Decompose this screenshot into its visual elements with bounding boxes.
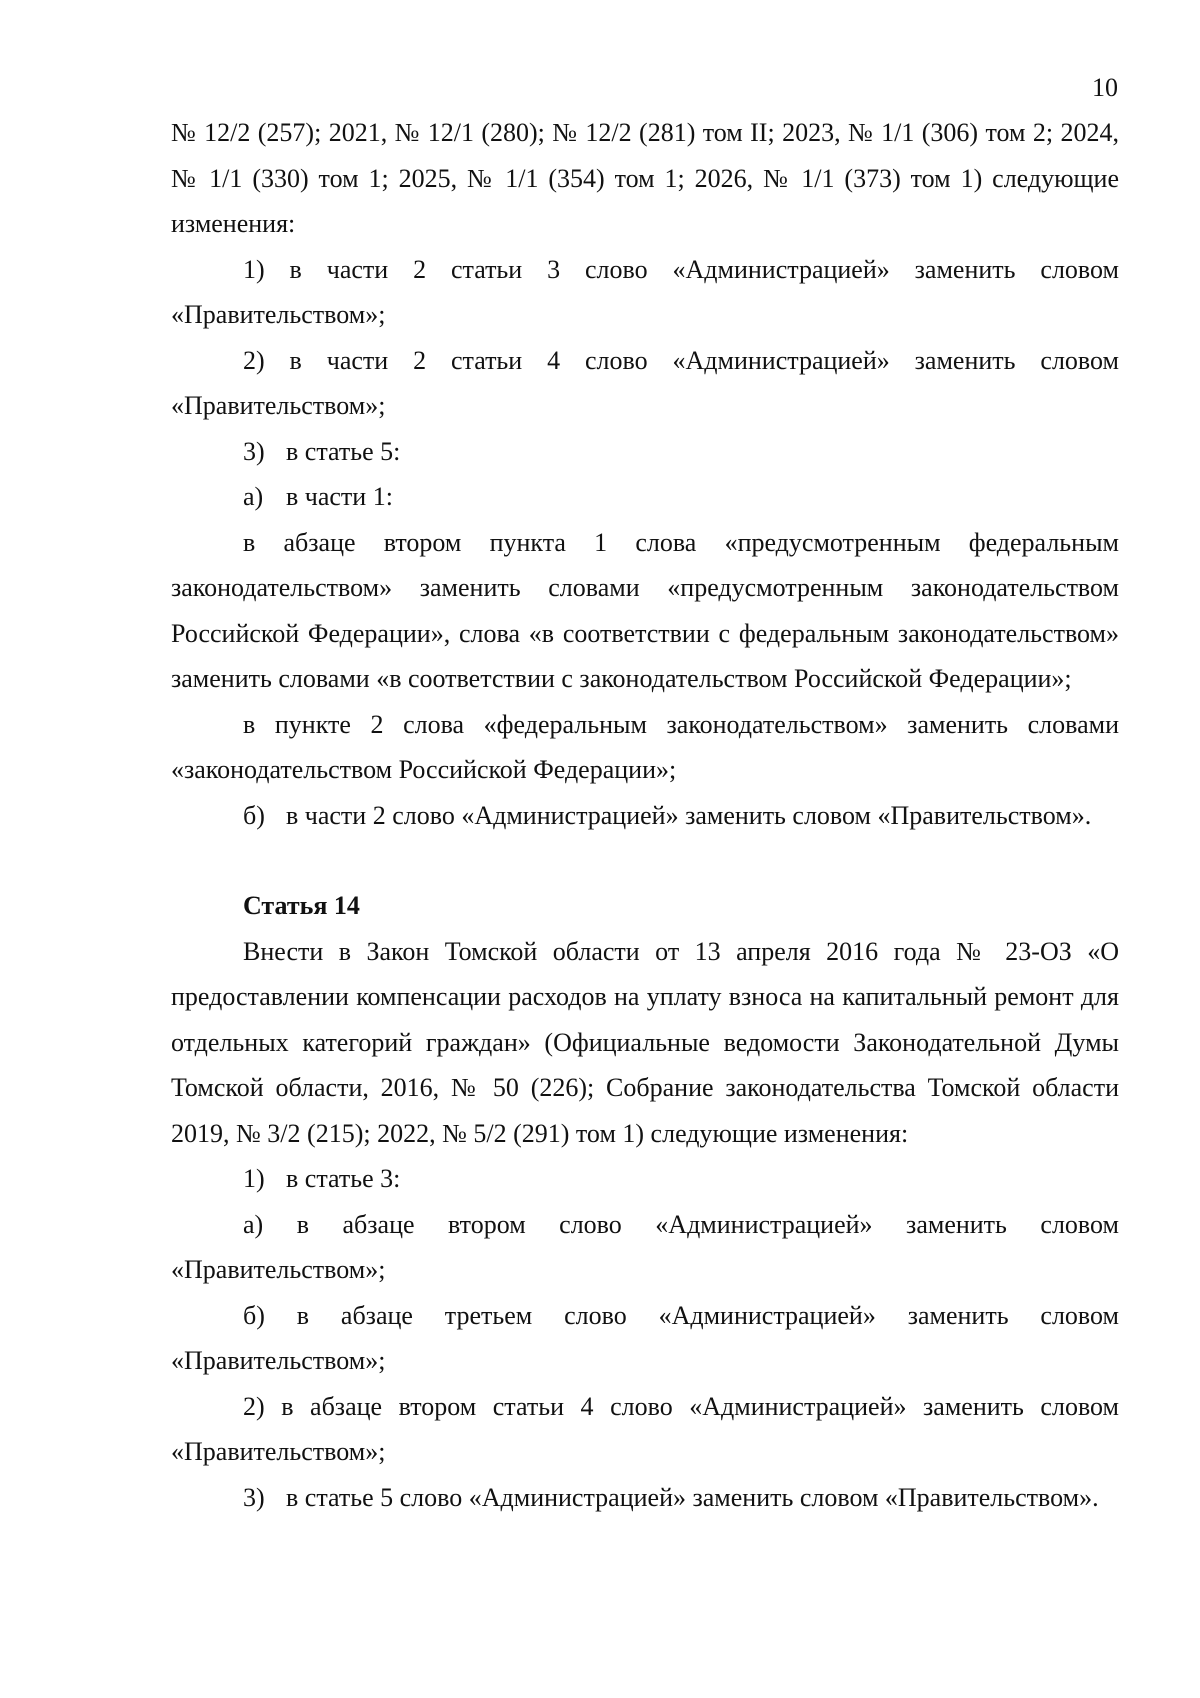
paragraph-abzac-vtorom: в абзаце втором пункта 1 слова «предусмотренным федеральным законодательством» заменить словами «предусмотренным законодательством Российской Федерации», слова «в соответствии с федеральным законодательством» заменить словами «в соответствии с законодательством Российской Федерации»; bbox=[171, 527, 1119, 693]
amendment-item-1: 1) в части 2 статьи 3 слово «Администрацией» заменить словом «Правительством»; bbox=[171, 254, 1119, 329]
item-text: в статье 3: bbox=[286, 1164, 401, 1193]
paragraph-punkt-2: в пункте 2 слова «федеральным законодательством» заменить словами «законодательством Российской Федерации»; bbox=[171, 709, 1119, 784]
article-14-item-3 bbox=[171, 1475, 1119, 1521]
document-body bbox=[171, 110, 1119, 1520]
item-label: 1) bbox=[243, 1164, 265, 1193]
subitem-a bbox=[171, 474, 1119, 520]
article-14-subitem-a: а) в абзаце втором слово «Администрацией» заменить словом «Правительством»; bbox=[171, 1209, 1119, 1284]
item-text: в статье 5 слово «Администрацией» заменить словом «Правительством». bbox=[286, 1482, 1099, 1512]
item-text: в статье 5: bbox=[286, 436, 401, 466]
item-text: в части 1: bbox=[286, 482, 393, 511]
item-label: 3) bbox=[243, 1482, 265, 1512]
article-14-item-1 bbox=[171, 1156, 1119, 1202]
article-14-intro: Внести в Закон Томской области от 13 апреля 2016 года № 23-ОЗ «О предоставлении компенсации расходов на уплату взноса на капитальный ремонт для отдельных категорий граждан» (Официальные ведомости Законодательной Думы Томской области, 2016, № 50 (226); Собрание законодательства Томской области 2019, № 3/2 (215); 2022, № 5/2 (291) том 1) следующие изменения: bbox=[171, 936, 1119, 1148]
amendment-item-3 bbox=[171, 429, 1119, 475]
article-14-subitem-b: б) в абзаце третьем слово «Администрацией» заменить словом «Правительством»; bbox=[171, 1300, 1119, 1375]
subitem-b bbox=[171, 793, 1119, 839]
item-label: б) bbox=[243, 800, 265, 830]
article-14-item-2: 2) в абзаце втором статьи 4 слово «Администрацией» заменить словом «Правительством»; bbox=[171, 1391, 1119, 1466]
item-label: 3) bbox=[243, 436, 265, 466]
article-heading: Статья 14 bbox=[243, 891, 360, 920]
amendment-item-2: 2) в части 2 статьи 4 слово «Администрацией» заменить словом «Правительством»; bbox=[171, 345, 1119, 420]
page-number: 10 bbox=[1092, 73, 1118, 102]
item-label: а) bbox=[243, 482, 264, 511]
paragraph-continuation: № 12/2 (257); 2021, № 12/1 (280); № 12/2 (281) том II; 2023, № 1/1 (306) том 2; 2024, № 1/1 (330) том 1; 2025, № 1/1 (354) том 1; 2026, № 1/1 (373) том 1) следующие изменения: bbox=[171, 118, 1119, 238]
item-text: в части 2 слово «Администрацией» заменить словом «Правительством». bbox=[286, 800, 1092, 830]
